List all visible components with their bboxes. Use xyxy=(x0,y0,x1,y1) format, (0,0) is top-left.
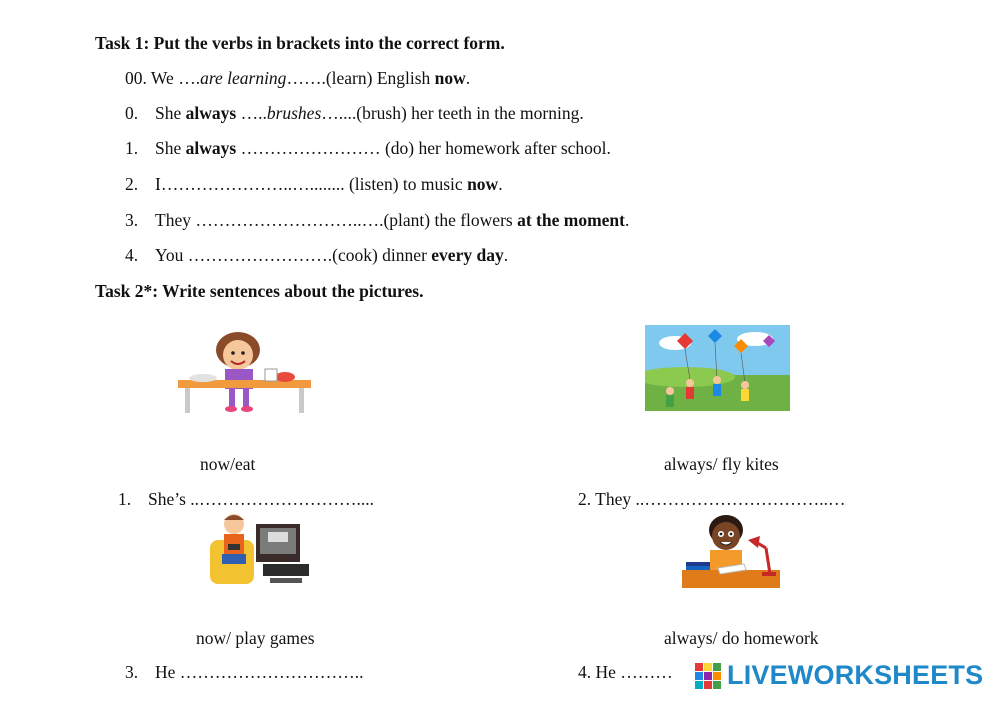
item-number: 1. xyxy=(118,489,132,509)
keyword: always xyxy=(185,103,237,123)
keyword: now xyxy=(434,68,466,88)
answer-blank[interactable]: You …………………….(cook) dinner xyxy=(155,245,432,265)
item-2[interactable] xyxy=(125,174,503,195)
boy-playing-games-image xyxy=(208,512,310,586)
item-4[interactable] xyxy=(125,245,508,266)
item-number: 3. xyxy=(125,210,139,230)
answer-blank[interactable]: They ………………………..….(plant) the flowers xyxy=(155,210,518,230)
caption-always-fly-kites: always/ fly kites xyxy=(664,454,779,474)
logo-grid-icon xyxy=(695,663,721,689)
dots: ……. xyxy=(286,68,326,88)
keyword: at the moment xyxy=(517,210,625,230)
boy-doing-homework-image xyxy=(678,512,784,588)
keyword: now xyxy=(467,174,499,194)
punctuation: . xyxy=(465,68,471,88)
example-number: 00. We xyxy=(125,68,179,88)
dots: ….. xyxy=(236,103,267,123)
example-0 xyxy=(125,103,584,124)
logo-square xyxy=(695,672,703,680)
task2-title: Task 2*: Write sentences about the pictures. xyxy=(95,281,424,301)
keyword: always xyxy=(185,138,237,158)
kids-flying-kites-image xyxy=(645,325,790,411)
dots: …. xyxy=(178,68,201,88)
example-answer: brushes xyxy=(266,103,322,123)
caption-now-play-games: now/ play games xyxy=(196,628,315,648)
caption-always-do-homework: always/ do homework xyxy=(664,628,819,648)
logo-square xyxy=(713,681,721,689)
item-number: 4. xyxy=(125,245,139,265)
sentence-1[interactable] xyxy=(118,489,374,510)
answer-blank[interactable]: He ………………………….. xyxy=(155,662,364,682)
keyword: every day xyxy=(431,245,504,265)
punctuation: . xyxy=(498,174,503,194)
sentence-2[interactable]: 2. They ..…………………………..… xyxy=(578,489,846,509)
example-number: 0. xyxy=(125,103,139,123)
punctuation: . xyxy=(624,210,630,230)
item-3[interactable] xyxy=(125,210,629,231)
liveworksheets-logo xyxy=(695,660,983,691)
subject: She xyxy=(155,138,186,158)
logo-square xyxy=(704,681,712,689)
logo-text: LIVEWORKSHEETS xyxy=(727,660,984,690)
example-answer: are learning xyxy=(200,68,287,88)
answer-blank[interactable]: She’s ..……………………….... xyxy=(148,489,375,509)
answer-blank[interactable]: I…………………..…........ (listen) to music xyxy=(155,174,468,194)
answer-blank[interactable]: …………………… (do) her homework after school. xyxy=(236,138,611,158)
dots: ….... xyxy=(321,103,357,123)
logo-square xyxy=(695,681,703,689)
item-number: 3. xyxy=(125,662,139,682)
item-1[interactable] xyxy=(125,138,611,159)
item-number: 1. xyxy=(125,138,139,158)
example-00 xyxy=(125,68,470,89)
subject: She xyxy=(155,103,186,123)
sentence-3[interactable] xyxy=(125,662,364,683)
task1-title: Task 1: Put the verbs in brackets into the correct form. xyxy=(95,33,505,53)
caption-now-eat: now/eat xyxy=(200,454,256,474)
logo-square xyxy=(713,663,721,671)
logo-square xyxy=(704,663,712,671)
verb-hint: (brush) her teeth in the morning. xyxy=(356,103,584,123)
sentence-4[interactable]: 4. He ……… xyxy=(578,662,673,682)
punctuation: . xyxy=(503,245,509,265)
item-number: 2. xyxy=(125,174,139,194)
logo-square xyxy=(704,672,712,680)
logo-square xyxy=(695,663,703,671)
logo-square xyxy=(713,672,721,680)
girl-eating-image xyxy=(175,325,315,413)
verb-hint: (learn) English xyxy=(325,68,435,88)
